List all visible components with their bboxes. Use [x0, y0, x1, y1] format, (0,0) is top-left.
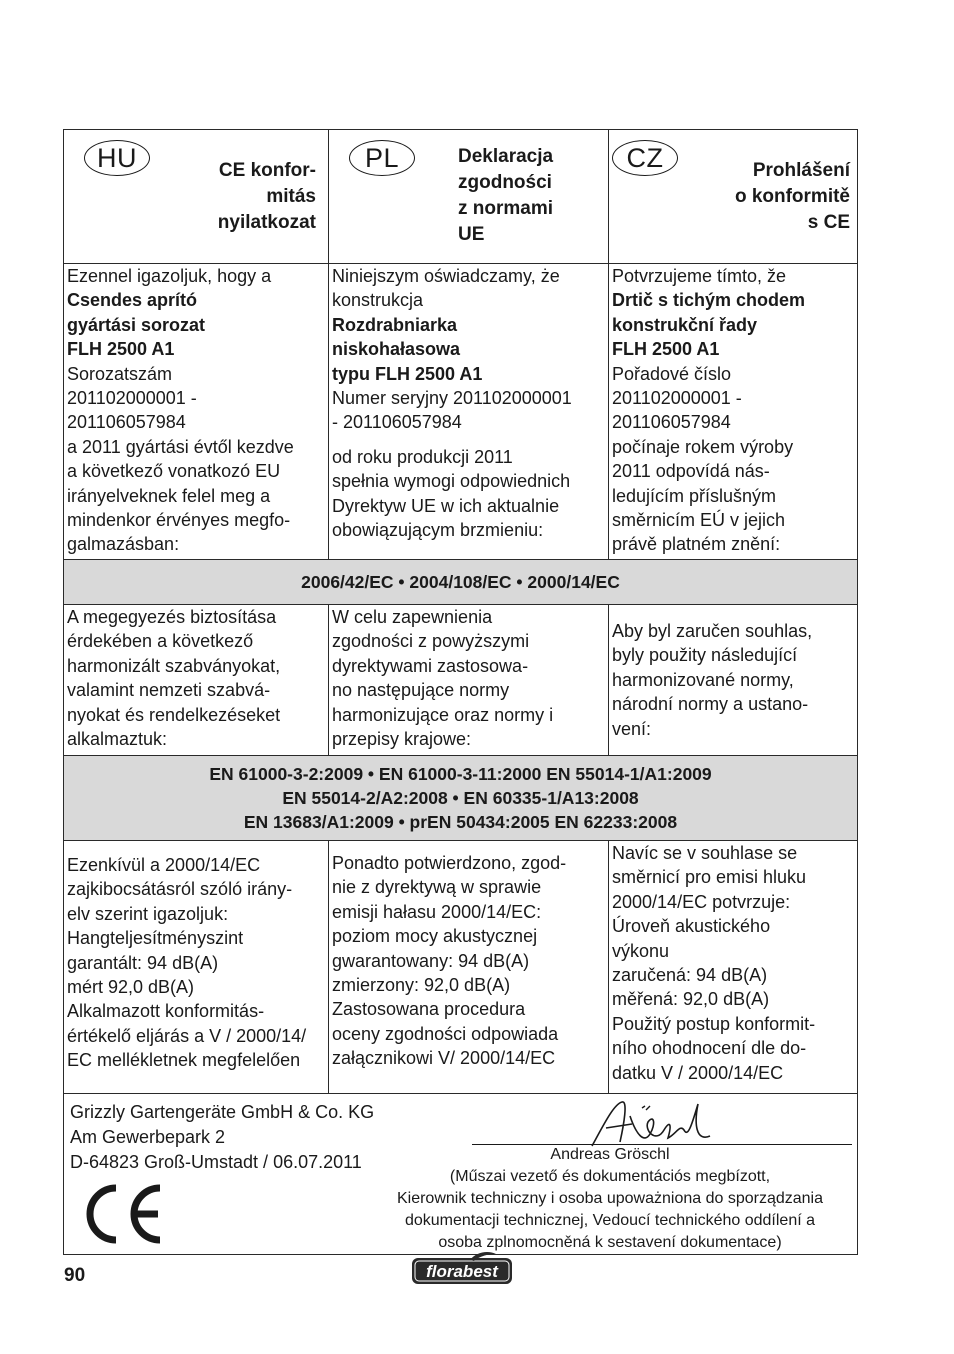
standard-line: EN 55014-2/A2:2008 • EN 60335-1/A13:2008	[282, 787, 639, 808]
text-line: konstrukcja	[332, 290, 424, 311]
text-line: A megegyezés biztosítása	[67, 606, 277, 627]
text-line: 2011 odpovídá nás-	[612, 461, 770, 482]
text-line: alkalmaztuk:	[67, 728, 168, 749]
text-line: mindenkor érvényes megfo-	[67, 510, 291, 531]
title-line: zgodności	[458, 172, 552, 193]
text-line: 2000/14/EC potvrzuje:	[612, 891, 791, 912]
text-line: datku V / 2000/14/EC	[612, 1062, 784, 1083]
header-pl	[329, 130, 609, 264]
product-name: niskohałasowa	[332, 339, 461, 360]
text-line: érdekében a következő	[67, 631, 254, 652]
text-line: Ponadto potwierdzono, zgod-	[332, 852, 567, 873]
text-line: od roku produkcji 2011	[332, 446, 513, 467]
standards-intro-pl	[329, 604, 609, 755]
text-line: zaručená: 94 dB(A)	[612, 964, 768, 985]
ce-mark-icon	[78, 1182, 164, 1246]
text-line: nyokat és rendelkezéseket	[67, 704, 281, 725]
product-name: Drtič s tichým chodem	[612, 290, 806, 311]
text-line: směrnicí pro emisi hluku	[612, 867, 807, 888]
model-number: FLH 2500 A1	[612, 339, 720, 360]
text-line: a 2011 gyártási évtől kezdve	[67, 436, 294, 457]
signatory-role: osoba zplnomocněná k sestavení dokumentace)	[438, 1233, 782, 1251]
text-line: harmonizované normy,	[612, 669, 794, 690]
directives-band	[64, 559, 858, 604]
standards-intro-hu	[64, 604, 329, 755]
text-line: 201102000001 -	[612, 388, 742, 409]
signature-footer	[64, 1093, 858, 1254]
declaration-text-hu	[64, 264, 329, 560]
title-line: nyilatkozat	[217, 212, 316, 233]
text-line: měřená: 92,0 dB(A)	[612, 989, 770, 1010]
text-line: gwarantowany: 94 dB(A)	[332, 950, 530, 971]
text-line: Aby byl zaručen souhlas,	[612, 620, 813, 641]
street: Am Gewerbepark 2	[70, 1126, 226, 1147]
text-line: mért 92,0 dB(A)	[67, 976, 195, 997]
text-line: směrnicím EÚ v jejich	[612, 510, 786, 531]
text-line: no następujące normy	[332, 680, 510, 701]
title-line: z normami	[458, 198, 554, 219]
text-line: galmazásban:	[67, 534, 180, 555]
text-line: 201106057984	[612, 412, 731, 433]
text-line: zmierzony: 92,0 dB(A)	[332, 974, 511, 995]
text-line: Ezenkívül a 2000/14/EC	[67, 854, 261, 875]
text-line: Zastosowana procedura	[332, 999, 526, 1020]
text-line: národní normy a ustano-	[612, 694, 809, 715]
declaration-text-cz	[609, 264, 858, 560]
title-line: UE	[458, 224, 485, 245]
text-line: Použitý postup konformit-	[612, 1013, 816, 1034]
declaration-text-pl	[329, 264, 609, 560]
signatory-name: Andreas Gröschl	[550, 1145, 670, 1163]
noise-text-hu	[64, 840, 329, 1093]
text-line: Alkalmazott konformitás-	[67, 1001, 265, 1022]
text-line: irányelveknek felel meg a	[67, 485, 271, 506]
title-line: Deklaracja	[458, 146, 554, 167]
model-number: typu FLH 2500 A1	[332, 363, 483, 384]
lang-badge-cz: CZ	[612, 140, 678, 176]
title-line: mitás	[266, 186, 316, 207]
text-line: obowiązującym brzmieniu:	[332, 520, 544, 541]
text-line: 201106057984	[67, 412, 186, 433]
header-title-cz	[735, 158, 850, 236]
text-line: - 201106057984	[332, 412, 462, 433]
text-line: Niniejszym oświadczamy, że	[332, 266, 560, 286]
signatory-role: Kierownik techniczny i osoba upoważniona do sporządzania	[396, 1189, 824, 1207]
text-line: vení:	[612, 718, 652, 739]
text-line: harmonizujące oraz normy i	[332, 704, 554, 725]
text-line: počínaje rokem výroby	[612, 436, 794, 457]
text-line: elv szerint igazoljuk:	[67, 903, 229, 924]
text-line: W celu zapewnienia	[332, 606, 493, 627]
text-line: zajkibocsátásról szóló irány-	[67, 879, 293, 900]
declaration-table	[63, 129, 858, 1255]
signatory-role: dokumentacji technicznej, Vedoucí technického oddílení a	[404, 1211, 816, 1229]
logo-text: florabest	[426, 1262, 498, 1281]
text-line: Hangteljesítményszint	[67, 928, 244, 949]
text-line: załącznikowi V/ 2000/14/EC	[332, 1048, 556, 1069]
text-line: Numer seryjny 201102000001	[332, 388, 572, 409]
signatory-block	[362, 1144, 858, 1254]
text-line: poziom mocy akustycznej	[332, 926, 538, 947]
text-line: harmonizált szabványokat,	[67, 655, 281, 676]
noise-text-pl	[329, 840, 609, 1093]
text-line: dyrektywami zastosowa-	[332, 655, 529, 676]
text-line: EC mellékletnek megfelelően	[67, 1050, 301, 1071]
text-line: právě platném znění:	[612, 534, 781, 555]
place-date: D-64823 Groß-Umstadt / 06.07.2011	[70, 1151, 362, 1172]
lang-badge-hu: HU	[84, 140, 150, 176]
text-line: a következő vonatkozó EU	[67, 461, 281, 482]
text-line: zgodności z powyższymi	[332, 631, 530, 652]
standards-band	[64, 755, 858, 840]
product-name: konstrukční řady	[612, 314, 758, 335]
florabest-logo	[410, 1250, 514, 1288]
header-hu	[64, 130, 329, 264]
text-line: nie z dyrektywą w sprawie	[332, 877, 542, 898]
text-line: spełnia wymogi odpowiednich	[332, 471, 571, 492]
text-line: ledujícím příslušným	[612, 485, 777, 506]
text-line: értékelő eljárás a V / 2000/14/	[67, 1025, 307, 1046]
title-line: o konformitě	[734, 186, 850, 207]
text-line: 201102000001 -	[67, 388, 197, 409]
lang-badge-pl: PL	[349, 140, 415, 176]
directive-list: 2006/42/EC • 2004/108/EC • 2000/14/EC	[301, 571, 620, 592]
title-line: Prohlášení	[752, 160, 850, 181]
text-line: výkonu	[612, 940, 670, 961]
text-line: byly použity následující	[612, 645, 798, 666]
page-number: 90	[64, 1265, 86, 1286]
header-title-pl	[458, 144, 553, 248]
text-line: Úroveň akustického	[612, 916, 771, 937]
product-name: Rozdrabniarka	[332, 314, 458, 335]
signatory-role: (Műszai vezető és dokumentációs megbízott,	[449, 1167, 771, 1185]
header-cz	[609, 130, 858, 264]
text-line: Ezennel igazoljuk, hogy a	[67, 266, 272, 286]
text-line: valamint nemzeti szabvá-	[67, 680, 271, 701]
header-title-hu	[218, 158, 316, 236]
product-name: Csendes aprító	[67, 290, 198, 311]
title-line: s CE	[807, 212, 850, 233]
text-line: Navíc se v souhlase se	[612, 842, 798, 863]
text-line: Sorozatszám	[67, 363, 173, 384]
text-line: ního ohodnocení dle do-	[612, 1038, 807, 1059]
text-line: oceny zgodności odpowiada	[332, 1023, 559, 1044]
text-line: emisji hałasu 2000/14/EC:	[332, 901, 542, 922]
model-number: FLH 2500 A1	[67, 339, 175, 360]
text-line: przepisy krajowe:	[332, 728, 472, 749]
text-line: Dyrektyw UE w ich aktualnie	[332, 495, 560, 516]
company-name: Grizzly Gartengeräte GmbH & Co. KG	[70, 1101, 375, 1122]
title-line: CE konfor-	[218, 160, 316, 181]
text-line: garantált: 94 dB(A)	[67, 952, 219, 973]
standard-line: EN 13683/A1:2009 • prEN 50434:2005 EN 62233:2008	[243, 811, 678, 832]
standard-line: EN 61000-3-2:2009 • EN 61000-3-11:2000 EN 55014-1/A1:2009	[209, 763, 712, 784]
product-name: gyártási sorozat	[67, 314, 206, 335]
text-line: Potvrzujeme tímto, že	[612, 266, 787, 286]
manufacturer-address	[70, 1100, 374, 1175]
standards-intro-cz	[609, 604, 858, 755]
text-line: Pořadové číslo	[612, 363, 732, 384]
noise-text-cz	[609, 840, 858, 1093]
